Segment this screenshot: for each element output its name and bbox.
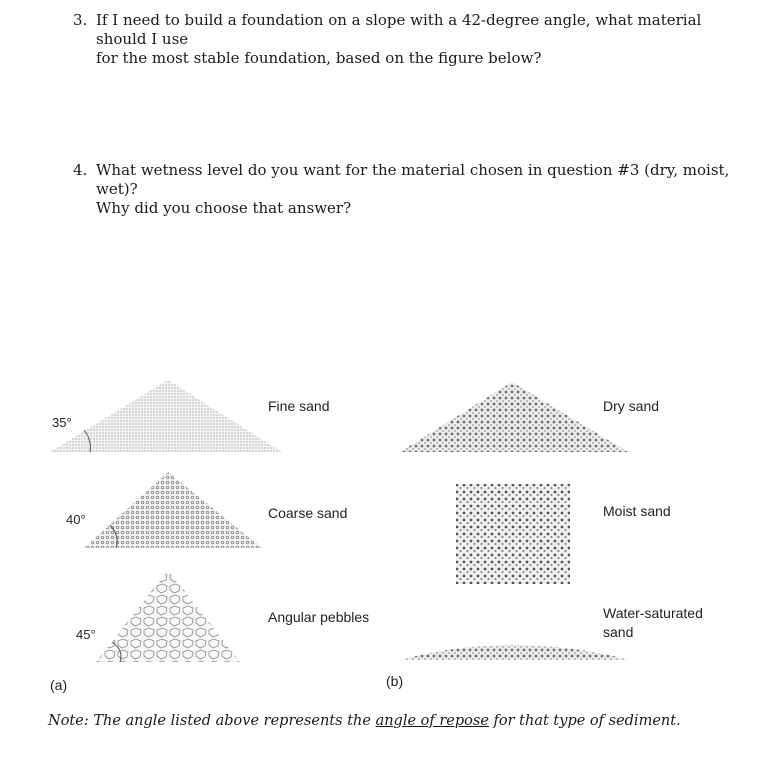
panel-b-label: (b) <box>386 673 404 689</box>
dry-sand-pile <box>400 382 628 452</box>
label-moist-sand: Moist sand <box>603 503 671 519</box>
question-4-number: 4. <box>73 161 88 179</box>
angle-label-40: 40° <box>66 512 86 527</box>
label-dry-sand: Dry sand <box>603 398 660 414</box>
angular-pebbles-pile <box>96 570 240 662</box>
angle-label-35: 35° <box>52 415 72 430</box>
fine-sand-pile <box>50 380 282 452</box>
question-4-text: What wetness level do you want for the material chosen in question #3 (dry, moist, wet)? Why did you choose that answer? <box>96 161 730 217</box>
label-water-saturated-sand: sand <box>603 624 634 640</box>
question-3-number: 3. <box>73 11 88 29</box>
water-saturated-sand-pile <box>400 645 630 660</box>
question-3-text: If I need to build a foundation on a slope with a 42-degree angle, what material should I use for the most stable foundation, based on the figure below? <box>96 11 702 67</box>
note-suffix: for that type of sediment. <box>488 713 681 729</box>
coarse-sand-pile <box>84 472 262 548</box>
note-prefix: Note: The angle listed above represents the <box>48 713 376 729</box>
moist-sand-block <box>456 484 570 584</box>
panel-a-label: (a) <box>50 677 68 693</box>
label-water-saturated: Water-saturated <box>603 605 703 621</box>
label-angular-pebbles: Angular pebbles <box>268 609 370 625</box>
label-fine-sand: Fine sand <box>268 398 330 414</box>
label-coarse-sand: Coarse sand <box>268 505 348 521</box>
angle-label-45: 45° <box>76 627 96 642</box>
note-term: angle of repose <box>375 713 489 729</box>
footnote <box>48 713 681 729</box>
